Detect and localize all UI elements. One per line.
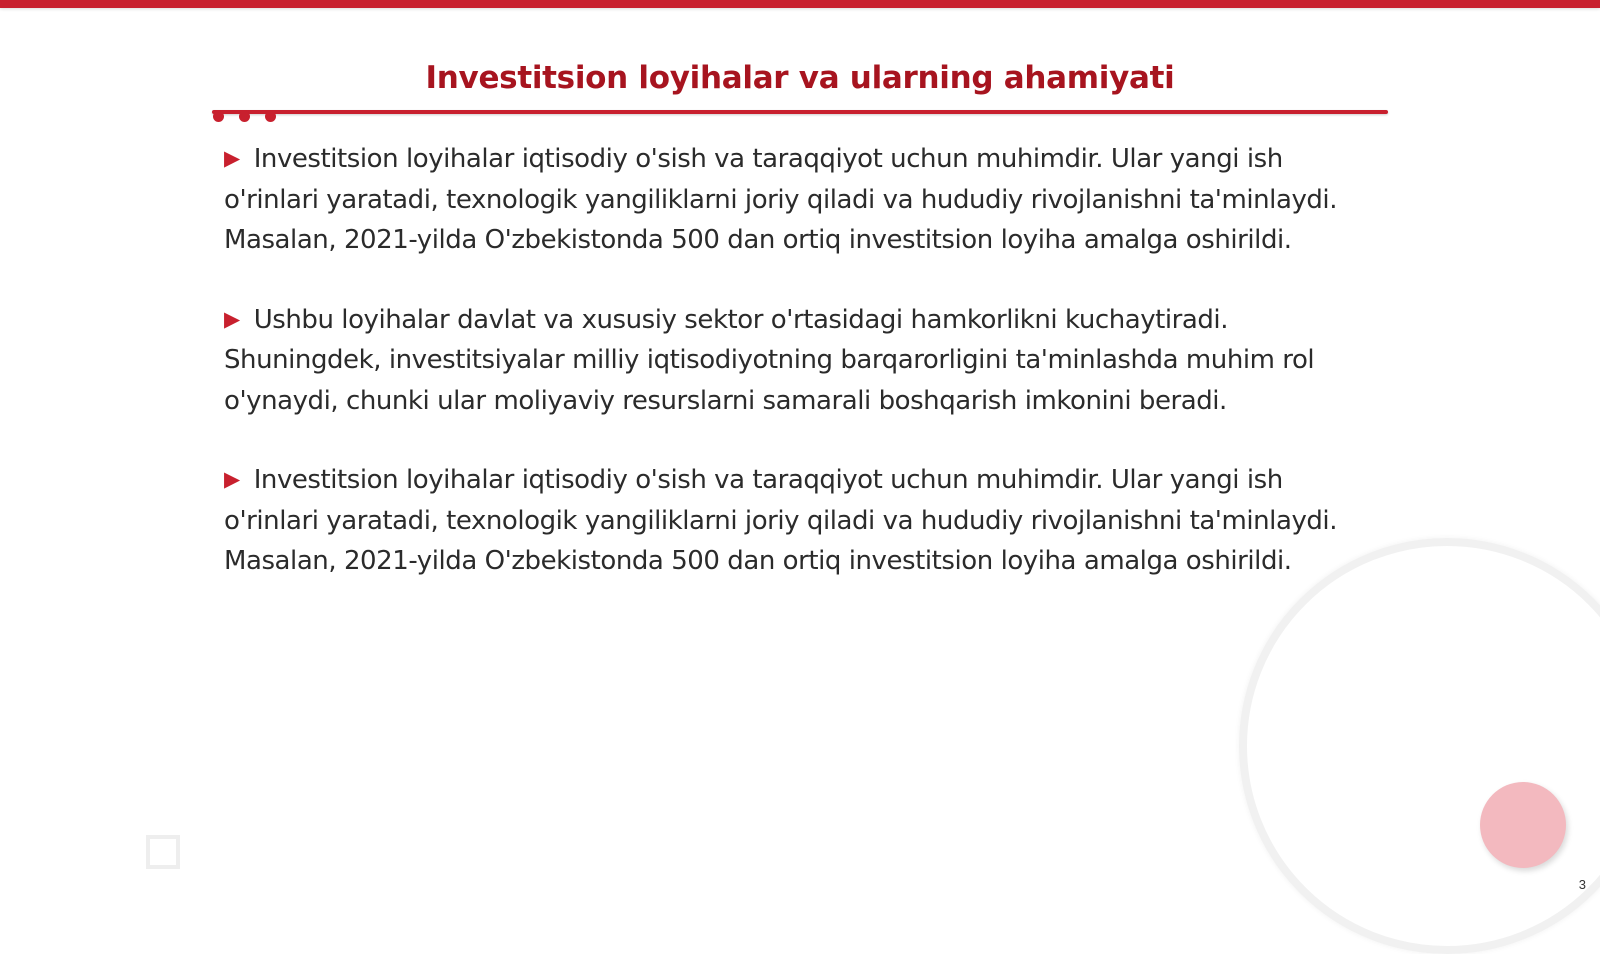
- decorative-pink-circle: [1480, 782, 1566, 868]
- bullet-text: Ushbu loyihalar davlat va xususiy sektor o'rtasidagi hamkorlikni kuchaytiradi. Shuningdek, investitsiyalar milliy iqtisodiyotning barqarorligini ta'minlashda muhim rol o'ynaydi, chunki ular moliyaviy resurslarni samarali boshqarish imkonini beradi.: [224, 304, 1315, 416]
- triangle-right-icon: ▶: [224, 146, 240, 170]
- bullet-item: [224, 299, 1374, 422]
- triangle-right-icon: ▶: [224, 467, 240, 491]
- bullet-item: [224, 138, 1374, 261]
- triangle-right-icon: ▶: [224, 306, 240, 331]
- slide-title: Investitsion loyihalar va ularning ahamiyati: [425, 60, 1175, 96]
- bullet-text: Investitsion loyihalar iqtisodiy o'sish va taraqqiyot uchun muhimdir. Ular yangi ish o'rinlari yaratadi, texnologik yangiliklarni joriy qiladi va hududiy rivojlanishni ta'minlaydi. Masalan, 2021-yilda O'zbekistonda 500 dan ortiq investitsion loyiha amalga oshirildi.: [224, 144, 1338, 255]
- title-dot-icon: [213, 111, 224, 122]
- title-dot-icon: [265, 111, 276, 122]
- bullet-item: [224, 459, 1374, 582]
- top-accent-bar: [0, 0, 1600, 8]
- decorative-square: [146, 835, 180, 869]
- page-number: 3: [1578, 877, 1586, 892]
- bullet-text: Investitsion loyihalar iqtisodiy o'sish va taraqqiyot uchun muhimdir. Ular yangi ish o'rinlari yaratadi, texnologik yangiliklarni joriy qiladi va hududiy rivojlanishni ta'minlaydi. Masalan, 2021-yilda O'zbekistonda 500 dan ortiq investitsion loyiha amalga oshirildi.: [224, 465, 1338, 576]
- title-dot-icon: [239, 111, 250, 122]
- bullet-list: [224, 138, 1374, 620]
- title-underline: [212, 110, 1388, 114]
